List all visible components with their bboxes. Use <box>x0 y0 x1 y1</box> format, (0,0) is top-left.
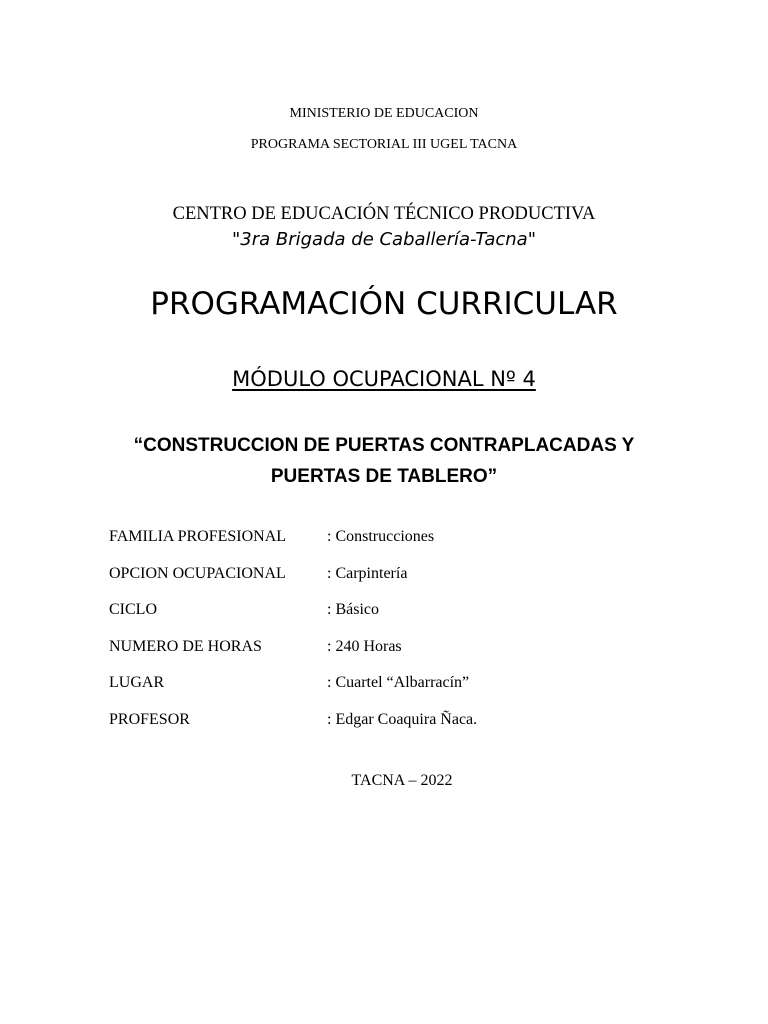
info-value: : Cuartel “Albarracín” <box>327 674 470 692</box>
info-label: NUMERO DE HORAS <box>109 637 262 655</box>
info-value: : Construcciones <box>327 528 435 545</box>
subject-title-line-2: PUERTAS DE TABLERO” <box>270 466 498 487</box>
institution-subtitle: "3ra Brigada de Caballería-Tacna" <box>232 229 536 250</box>
ministry-heading: MINISTERIO DE EDUCACION <box>289 106 479 121</box>
info-label: CICLO <box>109 601 157 619</box>
info-value: : Básico <box>327 601 379 619</box>
subject-title-line-1: “CONSTRUCCION DE PUERTAS CONTRAPLACADAS Y <box>133 435 635 456</box>
info-value: : 240 Horas <box>327 637 402 655</box>
info-label: LUGAR <box>109 674 165 692</box>
module-heading: MÓDULO OCUPACIONAL Nº 4 <box>232 367 536 391</box>
page-title: PROGRAMACIÓN CURRICULAR <box>150 286 618 322</box>
program-heading: PROGRAMA SECTORIAL III UGEL TACNA <box>250 137 518 152</box>
institution-name: CENTRO DE EDUCACIÓN TÉCNICO PRODUCTIVA <box>172 204 596 224</box>
info-value: : Edgar Coaquira Ñaca. <box>327 710 478 728</box>
footer-place-year: TACNA – 2022 <box>351 772 453 789</box>
info-label: PROFESOR <box>109 710 190 728</box>
info-label: FAMILIA PROFESIONAL <box>109 528 287 545</box>
info-value: : Carpintería <box>327 564 408 582</box>
info-label: OPCION OCUPACIONAL <box>109 564 286 582</box>
